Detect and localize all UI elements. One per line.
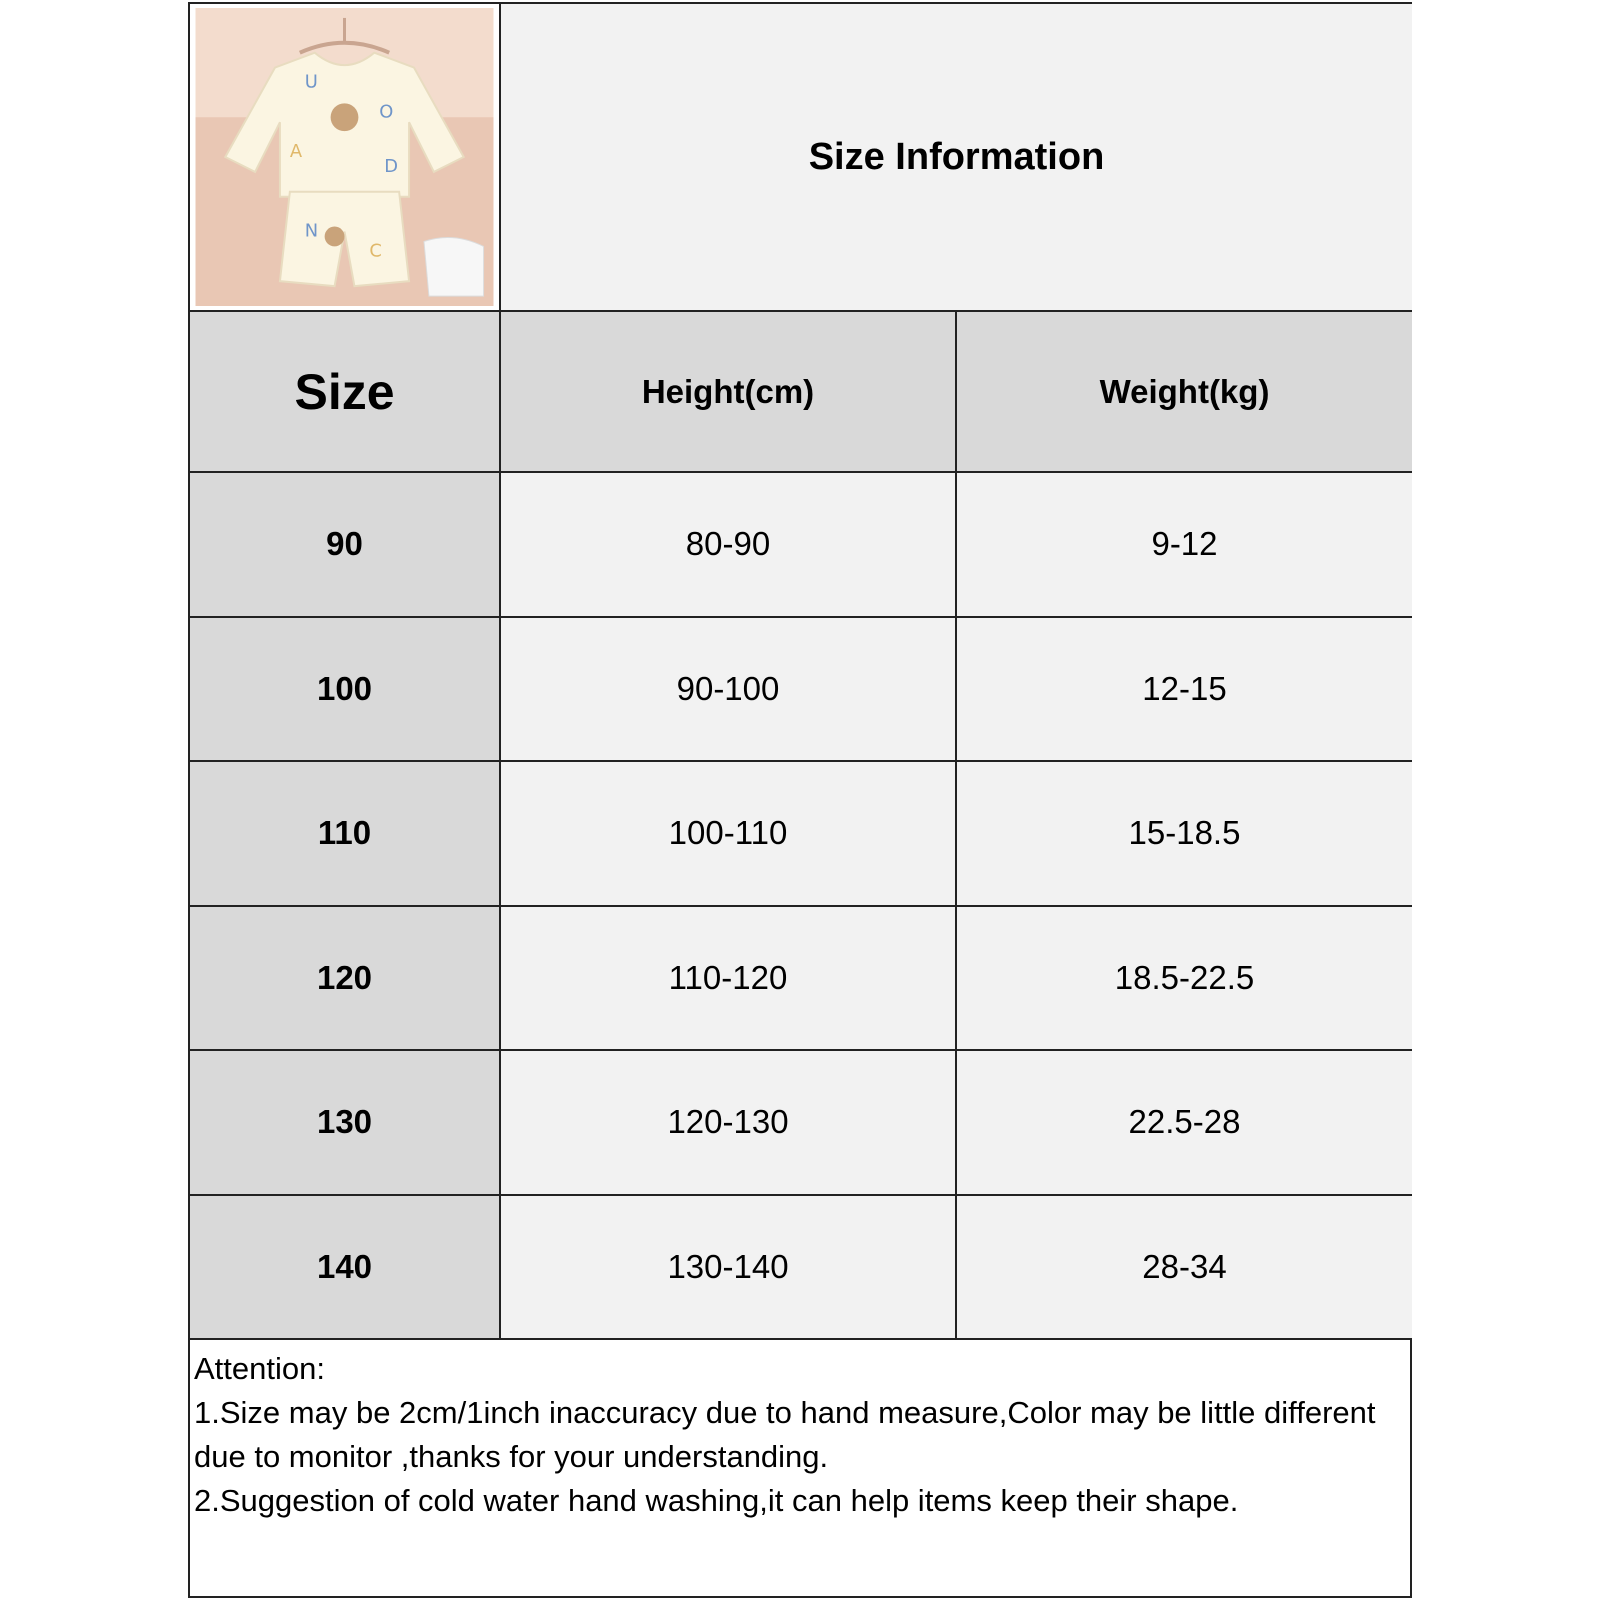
attention-heading: Attention:	[194, 1351, 325, 1386]
size-cell: 100	[190, 618, 501, 763]
attention-notes	[190, 1341, 1410, 1529]
attention-line-2: 2.Suggestion of cold water hand washing,it can help items keep their shape.	[194, 1483, 1239, 1518]
header-size: Size	[190, 312, 501, 473]
product-photo	[190, 4, 501, 312]
weight-cell: 15-18.5	[957, 762, 1412, 907]
svg-text:N: N	[304, 220, 319, 242]
size-cell: 90	[190, 473, 501, 618]
weight-cell: 9-12	[957, 473, 1412, 618]
page-title: Size Information	[501, 4, 1412, 312]
svg-text:O: O	[379, 101, 394, 123]
weight-cell: 22.5-28	[957, 1051, 1412, 1196]
size-cell: 120	[190, 907, 501, 1052]
height-cell: 110-120	[501, 907, 957, 1052]
height-cell: 100-110	[501, 762, 957, 907]
size-cell: 140	[190, 1196, 501, 1341]
svg-text:U: U	[304, 71, 318, 93]
header-height: Height(cm)	[501, 312, 957, 473]
height-cell: 120-130	[501, 1051, 957, 1196]
svg-text:A: A	[289, 140, 303, 162]
height-cell: 90-100	[501, 618, 957, 763]
height-cell: 130-140	[501, 1196, 957, 1341]
weight-cell: 28-34	[957, 1196, 1412, 1341]
attention-line-1: 1.Size may be 2cm/1inch inaccuracy due to hand measure,Color may be little different due to monitor ,thanks for your understanding.	[194, 1395, 1376, 1474]
size-chart-sheet	[188, 2, 1412, 1598]
svg-text:D: D	[384, 155, 398, 177]
weight-cell: 12-15	[957, 618, 1412, 763]
height-cell: 80-90	[501, 473, 957, 618]
size-cell: 110	[190, 762, 501, 907]
header-weight: Weight(kg)	[957, 312, 1412, 473]
svg-text:C: C	[369, 240, 382, 262]
size-cell: 130	[190, 1051, 501, 1196]
pajama-set-image	[194, 8, 495, 306]
weight-cell: 18.5-22.5	[957, 907, 1412, 1052]
